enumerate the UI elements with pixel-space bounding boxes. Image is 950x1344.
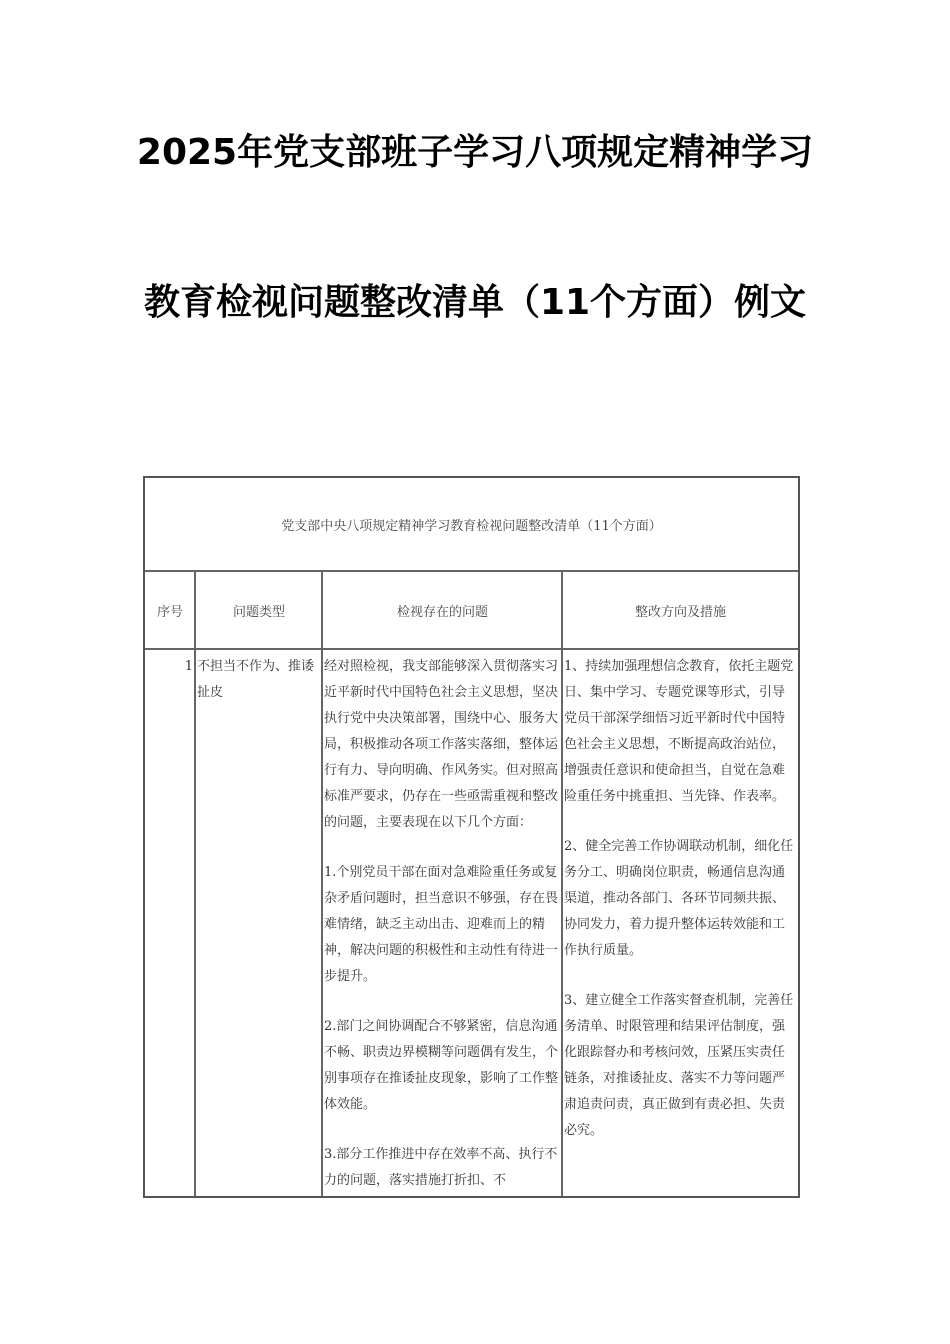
header-index: 序号 (145, 572, 195, 650)
measure-paragraph: 2、健全完善工作协调联动机制，细化任务分工、明确岗位职责，畅通信息沟通渠道，推动各部门、各环节同频共振、协同发力，着力提升整体运转效能和工作执行质量。 (564, 839, 794, 958)
table-caption: 党支部中央八项规定精神学习教育检视问题整改清单（11个方面） (145, 478, 798, 572)
row-measures (563, 650, 796, 1196)
problem-paragraph: 3.部分工作推进中存在效率不高、执行不力的问题，落实措施打折扣、不 (324, 1147, 558, 1188)
header-measures: 整改方向及措施 (563, 572, 798, 650)
problem-paragraph: 1.个别党员干部在面对急难险重任务或复杂矛盾问题时，担当意识不够强，存在畏难情绪，缺乏主动出击、迎难而上的精神，解决问题的积极性和主动性有待进一步提升。 (324, 865, 559, 984)
document-title-line-2: 教育检视问题整改清单（11个方面）例文 (143, 282, 807, 323)
row-problem-type: 不担当不作为、推诿扯皮 (197, 659, 315, 700)
measure-paragraph: 3、建立健全工作落实督查机制，完善任务清单、时限管理和结果评估制度，强化跟踪督办和考核问效，压紧压实责任链条，对推诿扯皮、落实不力等问题严肃追责问责，真正做到有责必担、失责必究。 (564, 993, 794, 1138)
rectification-table (143, 476, 800, 1198)
row-index: 1 (184, 659, 193, 674)
problem-paragraph: 2.部门之间协调配合不够紧密，信息沟通不畅、职责边界模糊等问题偶有发生，个别事项存在推诿扯皮现象，影响了工作整体效能。 (324, 1019, 559, 1112)
problem-paragraph: 经对照检视，我支部能够深入贯彻落实习近平新时代中国特色社会主义思想，坚决执行党中央决策部署，围绕中心、服务大局，积极推动各项工作落实落细，整体运行有力、导向明确、作风务实。但对照高标准严要求，仍存在一些亟需重视和整改的问题，主要表现在以下几个方面： (324, 659, 559, 830)
document-title-line-1: 2025年党支部班子学习八项规定精神学习 (136, 132, 814, 173)
row-problems (323, 650, 559, 1196)
header-problems: 检视存在的问题 (323, 572, 562, 650)
measure-paragraph: 1、持续加强理想信念教育，依托主题党日、集中学习、专题党课等形式，引导党员干部深学细悟习近平新时代中国特色社会主义思想，不断提高政治站位，增强责任意识和使命担当，自觉在急难险重任务中挑重担、当先锋、作表率。 (564, 659, 794, 804)
header-problem-type: 问题类型 (196, 572, 322, 650)
